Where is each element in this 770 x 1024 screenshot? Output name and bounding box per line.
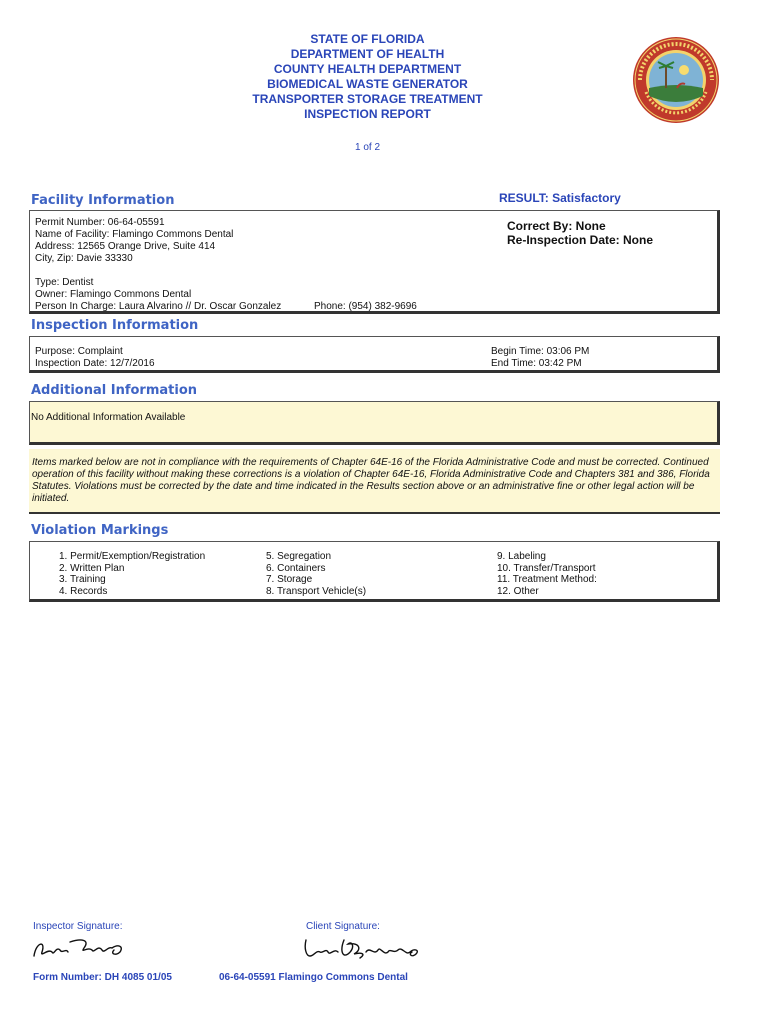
inspection-date: Inspection Date: 12/7/2016 bbox=[35, 358, 155, 369]
compliance-notice: Items marked below are not in compliance with the requirements of Chapter 64E-16 of the Florida Administrative Code and must be corrected. Continued operation of this facility without making these corrections is a violation of Chapter 64E-16, Florida Administrative Code and Chapters 381 and 386, Florida Statutes. Violations must be corrected by the date and time indicated in the Results section above or an administrative fine or other legal action will be initiated. bbox=[32, 457, 710, 504]
client-signature-image bbox=[300, 934, 430, 964]
violation-item: 2. Written Plan bbox=[59, 562, 125, 574]
violation-item: 11. Treatment Method: bbox=[497, 574, 597, 586]
violation-item: 8. Transport Vehicle(s) bbox=[266, 586, 367, 598]
header-line: STATE OF FLORIDA bbox=[310, 32, 425, 46]
inspector-signature-image bbox=[30, 934, 130, 964]
violations-section-title: Violation Markings bbox=[31, 523, 169, 538]
facility-type: Type: Dentist bbox=[35, 277, 94, 288]
begin-time: Begin Time: 03:06 PM bbox=[491, 346, 590, 357]
end-time: End Time: 03:42 PM bbox=[491, 358, 582, 369]
inspection-box bbox=[29, 336, 720, 373]
violations-column-3 bbox=[497, 551, 597, 598]
violation-item: 6. Containers bbox=[266, 562, 326, 574]
reinspection-date: Re-Inspection Date: None bbox=[507, 233, 654, 247]
violations-column-1 bbox=[59, 551, 205, 598]
form-number: Form Number: DH 4085 01/05 bbox=[33, 972, 172, 983]
header-line: INSPECTION REPORT bbox=[304, 107, 431, 121]
page-number: 1 of 2 bbox=[354, 142, 381, 153]
violation-item: 12. Other bbox=[497, 586, 539, 598]
violation-item: 3. Training bbox=[59, 574, 106, 586]
inspection-purpose: Purpose: Complaint bbox=[35, 346, 123, 357]
violation-item: 7. Storage bbox=[266, 574, 313, 586]
permit-number: Permit Number: 06-64-05591 bbox=[35, 217, 165, 228]
facility-city-zip: City, Zip: Davie 33330 bbox=[35, 253, 133, 264]
footer-facility-id: 06-64-05591 Flamingo Commons Dental bbox=[219, 972, 408, 983]
client-signature-label: Client Signature: bbox=[306, 921, 380, 932]
result-status: RESULT: Satisfactory bbox=[499, 191, 621, 205]
facility-address: Address: 12565 Orange Drive, Suite 414 bbox=[35, 241, 216, 252]
additional-box bbox=[29, 401, 720, 445]
violation-item: 5. Segregation bbox=[266, 551, 332, 562]
header-line: DEPARTMENT OF HEALTH bbox=[290, 47, 445, 61]
facility-section-title: Facility Information bbox=[31, 193, 175, 208]
person-in-charge: Person In Charge: Laura Alvarino // Dr. Oscar Gonzalez bbox=[35, 301, 282, 312]
additional-section-title: Additional Information bbox=[31, 383, 198, 398]
inspector-signature-label: Inspector Signature: bbox=[33, 921, 123, 932]
violations-column-2 bbox=[266, 551, 366, 598]
violation-item: 10. Transfer/Transport bbox=[497, 562, 596, 574]
header-line: TRANSPORTER STORAGE TREATMENT bbox=[252, 92, 483, 106]
inspection-section-title: Inspection Information bbox=[31, 318, 199, 333]
florida-seal-icon bbox=[632, 36, 720, 124]
report-header bbox=[0, 32, 735, 122]
additional-text: No Additional Information Available bbox=[31, 412, 186, 423]
violation-item: 1. Permit/Exemption/Registration bbox=[59, 551, 206, 562]
correct-by: Correct By: None bbox=[507, 219, 606, 233]
facility-phone: Phone: (954) 382-9696 bbox=[314, 301, 417, 312]
violation-item: 4. Records bbox=[59, 586, 108, 598]
facility-name: Name of Facility: Flamingo Commons Dental bbox=[35, 229, 234, 240]
header-line: COUNTY HEALTH DEPARTMENT bbox=[273, 62, 462, 76]
violation-item: 9. Labeling bbox=[497, 551, 546, 562]
header-line: BIOMEDICAL WASTE GENERATOR bbox=[267, 77, 468, 91]
facility-owner: Owner: Flamingo Commons Dental bbox=[35, 289, 192, 300]
facility-box bbox=[29, 210, 720, 314]
